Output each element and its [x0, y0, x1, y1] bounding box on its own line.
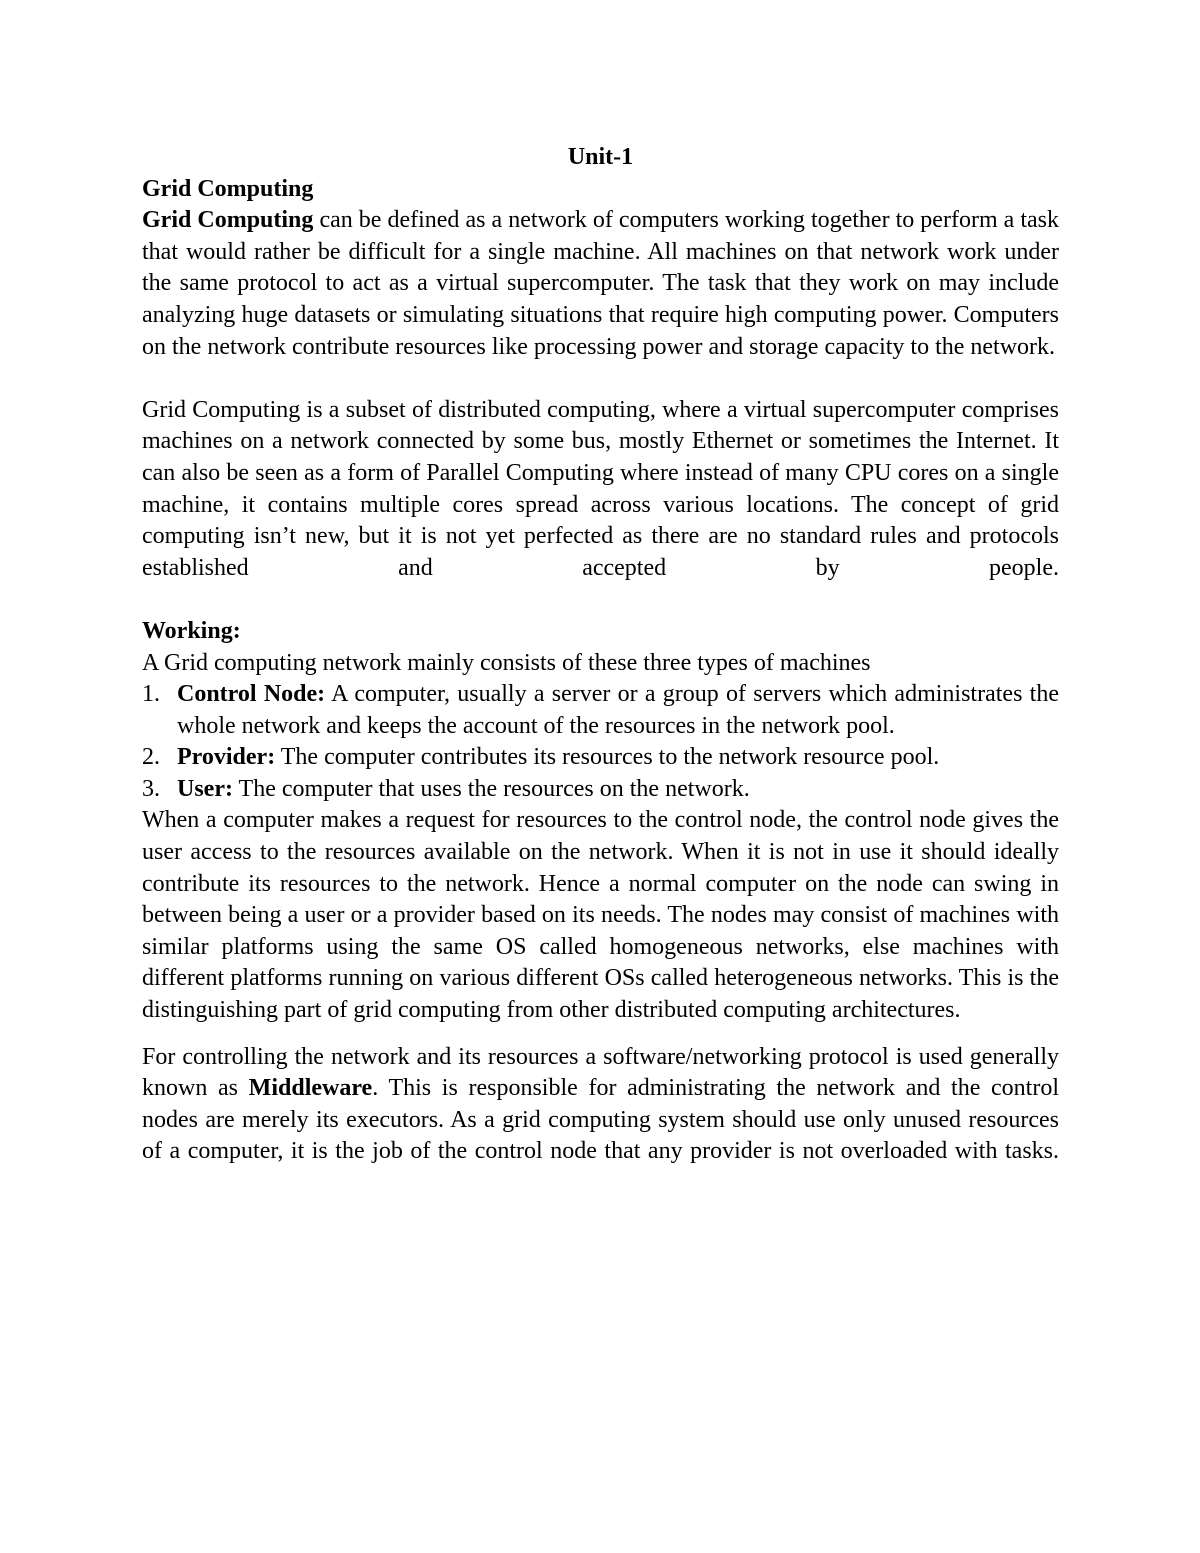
list-item-control-node — [142, 679, 1059, 742]
intro-paragraph — [142, 205, 1059, 363]
list-item-term: User: — [177, 775, 233, 802]
list-item-text: A computer, usually a server or a group of servers which administrates the whole network and keeps the account of the resources in the network pool. — [177, 681, 1059, 739]
middleware-bold-term: Middleware — [248, 1075, 373, 1102]
request-paragraph: When a computer makes a request for resources to the control node, the control node gives the user access to the resources available on the network. When it is not in use it should ideally contribute its resources to the network. Hence a normal computer on the node can swing in between being a user or a provider based on its needs. The nodes may consist of machines with similar platforms using the same OS called homogeneous networks, else machines with different platforms running on various different OSs called heterogeneous networks. This is the distinguishing part of grid computing from other distributed computing architectures. — [142, 807, 1059, 1024]
subset-paragraph: Grid Computing is a subset of distributed computing, where a virtual supercomputer comprises machines on a network connected by some bus, mostly Ethernet or sometimes the Internet. It can also be seen as a form of Parallel Computing where instead of many CPU cores on a single machine, it contains multiple cores spread across various locations. The concept of grid computing isn’t new, but it is not yet perfected as there are no standard rules and protocols established and accepted by people. — [142, 396, 1059, 581]
list-item-number: 2. — [142, 744, 160, 771]
section-heading: Grid Computing — [142, 175, 314, 202]
list-item-provider — [142, 742, 1059, 774]
list-item-number: 1. — [142, 681, 160, 708]
middleware-text-before: For controlling the network and its resources a software/networking protocol is used generally known as — [142, 1043, 1059, 1102]
middleware-paragraph — [142, 1042, 1059, 1168]
list-item-text: The computer contributes its resources to the network resource pool. — [275, 744, 940, 771]
machine-types-list — [142, 679, 1059, 805]
list-item-number: 3. — [142, 775, 160, 802]
intro-text: can be defined as a network of computers working together to perform a task that would rather be difficult for a single machine. All machines on that network work under the same protocol to act as a virtual supercomputer. The task that they work on may include analyzing huge datasets or simulating situations that require high computing power. Computers on the network contribute resources like processing power and storage capacity to the network. — [142, 207, 1059, 360]
list-item-text: The computer that uses the resources on the network. — [232, 775, 750, 802]
list-item-term: Control Node: — [177, 681, 326, 708]
unit-title: Unit-1 — [567, 144, 634, 170]
working-intro: A Grid computing network mainly consists of these three types of machines — [142, 649, 871, 676]
working-heading: Working: — [142, 617, 241, 644]
list-item-term: Provider: — [177, 744, 276, 771]
document-body — [142, 142, 1059, 1168]
middleware-text-after: . This is responsible for administrating the network and the control nodes are merely its executors. As a grid computing system should use only unused resources of a computer, it is the job of the control node that any provider is not overloaded with tasks. — [142, 1075, 1059, 1165]
intro-bold-term: Grid Computing — [142, 207, 314, 234]
list-item-user — [142, 774, 1059, 806]
